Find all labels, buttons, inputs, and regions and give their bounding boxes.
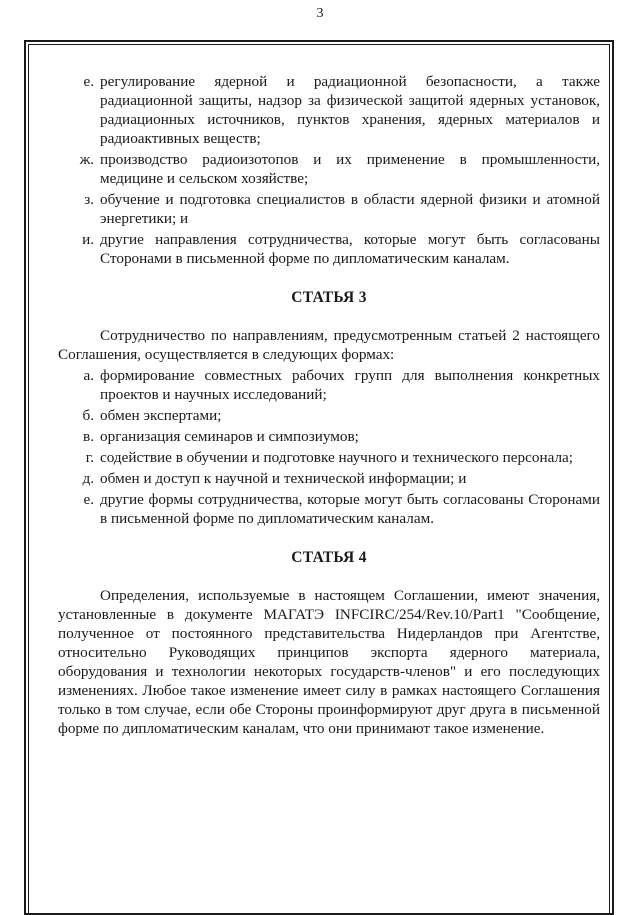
document-body [58,72,600,740]
list-marker: е. [83,491,94,508]
article2-continued-list [58,72,600,268]
page-number: 3 [316,6,324,21]
article4-paragraph: Определения, используемые в настоящем Соглашении, имеют значения, установленные в документе МАГАТЭ INFCIRC/254/Rev.10/Part1 "Сообщение, полученное от постоянного представительства Нидерландов при Агентстве, относительно Руководящих принципов экспорта ядерного материала, оборудования и технологии некоторых государств-членов" и его последующих изменениях. Любое такое изменение имеет силу в рамках настоящего Соглашения только в том случае, если обе Стороны проинформируют друг друга в письменной форме по дипломатическим каналам, что они принимают такое изменение. [58,587,600,737]
list-item [58,366,600,404]
list-item [58,150,600,188]
list-item-text: регулирование ядерной и радиационной безопасности, а также радиационной защиты, надзор за физической защитой ядерных установок, радиационных источников, пунктов хранения, ядерных материалов и радиоактивных веществ; [100,73,600,147]
list-marker: г. [85,449,94,466]
list-marker: ж. [79,151,94,168]
list-item-text: обмен и доступ к научной и технической информации; и [100,470,467,487]
article3-forms-list [58,366,600,528]
list-item-text: содействие в обучении и подготовке научного и технического персонала; [100,449,574,466]
list-item-text: другие направления сотрудничества, которые могут быть согласованы Сторонами в письменной форме по дипломатическим каналам. [100,231,600,267]
list-item-text: обучение и подготовка специалистов в области ядерной физики и атомной энергетики; и [100,191,600,227]
list-item-text: другие формы сотрудничества, которые могут быть согласованы Сторонами в письменной форме по дипломатическим каналам. [100,491,600,527]
list-item [58,427,600,446]
list-item [58,469,600,488]
list-marker: б. [82,407,94,424]
list-item [58,448,600,467]
list-marker: е. [83,73,94,90]
list-item-text: организация семинаров и симпозиумов; [100,428,359,445]
list-item-text: производство радиоизотопов и их применение в промышленности, медицине и сельском хозяйстве; [100,151,600,187]
list-marker: и. [82,231,94,248]
article3-heading: СТАТЬЯ 3 [291,289,367,306]
list-marker: в. [83,428,94,445]
list-marker: д. [82,470,94,487]
list-marker: а. [83,367,94,384]
list-marker: з. [84,191,94,208]
list-item [58,190,600,228]
list-item [58,230,600,268]
list-item [58,490,600,528]
article4-heading: СТАТЬЯ 4 [291,549,367,566]
list-item-text: обмен экспертами; [100,407,222,424]
list-item [58,72,600,148]
list-item [58,406,600,425]
list-item-text: формирование совместных рабочих групп для выполнения конкретных проектов и научных исследований; [100,367,600,403]
article3-intro: Сотрудничество по направлениям, предусмотренным статьей 2 настоящего Соглашения, осуществляется в следующих формах: [58,327,600,363]
